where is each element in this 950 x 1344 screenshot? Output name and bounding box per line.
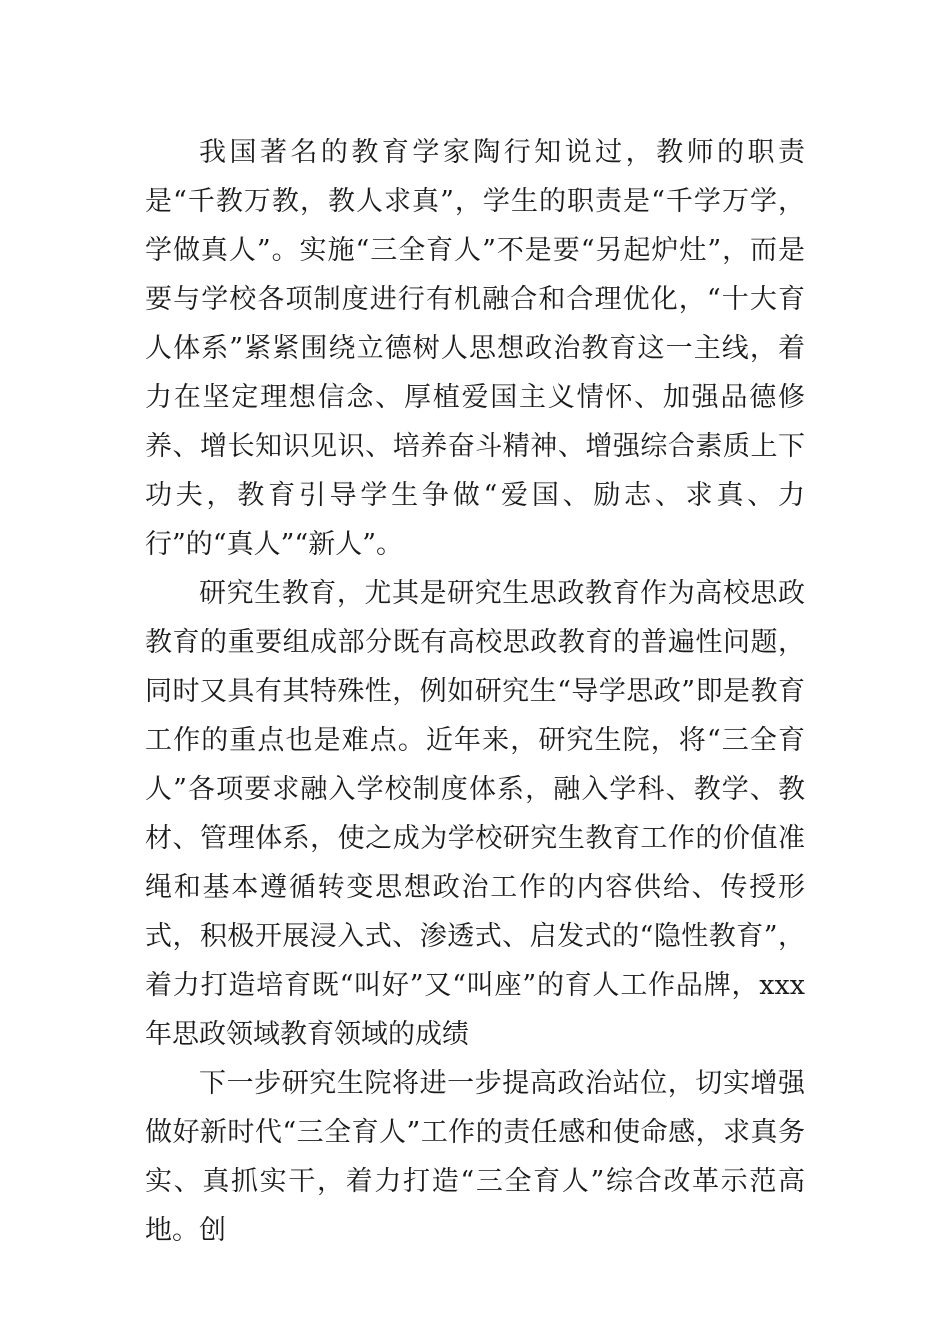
- paragraph-2: 研究生教育，尤其是研究生思政教育作为高校思政教育的重要组成部分既有高校思政教育的普遍性问题，同时又具有其特殊性，例如研究生“导学思政”即是教育工作的重点也是难点。近年来，研究生院，将“三全育人”各项要求融入学校制度体系，融入学科、教学、教材、管理体系，使之成为学校研究生教育工作的价值准绳和基本遵循转变思想政治工作的内容供给、传授形式，积极开展浸入式、渗透式、启发式的“隐性教育”，着力打造培育既“叫好”又“叫座”的育人工作品牌，xxx年思政领域教育领域的成绩: [145, 578, 805, 1050]
- paragraph-3: 下一步研究生院将进一步提高政治站位，切实增强做好新时代“三全育人”工作的责任感和使命感，求真务实、真抓实干，着力打造“三全育人”综合改革示范高地。创: [145, 1068, 805, 1246]
- paragraph-1: 我国著名的教育学家陶行知说过，教师的职责是“千教万教，教人求真”，学生的职责是“千学万学，学做真人”。实施“三全育人”不是要“另起炉灶”，而是要与学校各项制度进行有机融合和合理优化，“十大育人体系”紧紧围绕立德树人思想政治教育这一主线，着力在坚定理想信念、厚植爱国主义情怀、加强品德修养、增长知识见识、培养奋斗精神、增强综合素质上下功夫，教育引导学生争做“爱国、励志、求真、力行”的“真人”“新人”。: [145, 137, 805, 560]
- document-body: [145, 128, 805, 1255]
